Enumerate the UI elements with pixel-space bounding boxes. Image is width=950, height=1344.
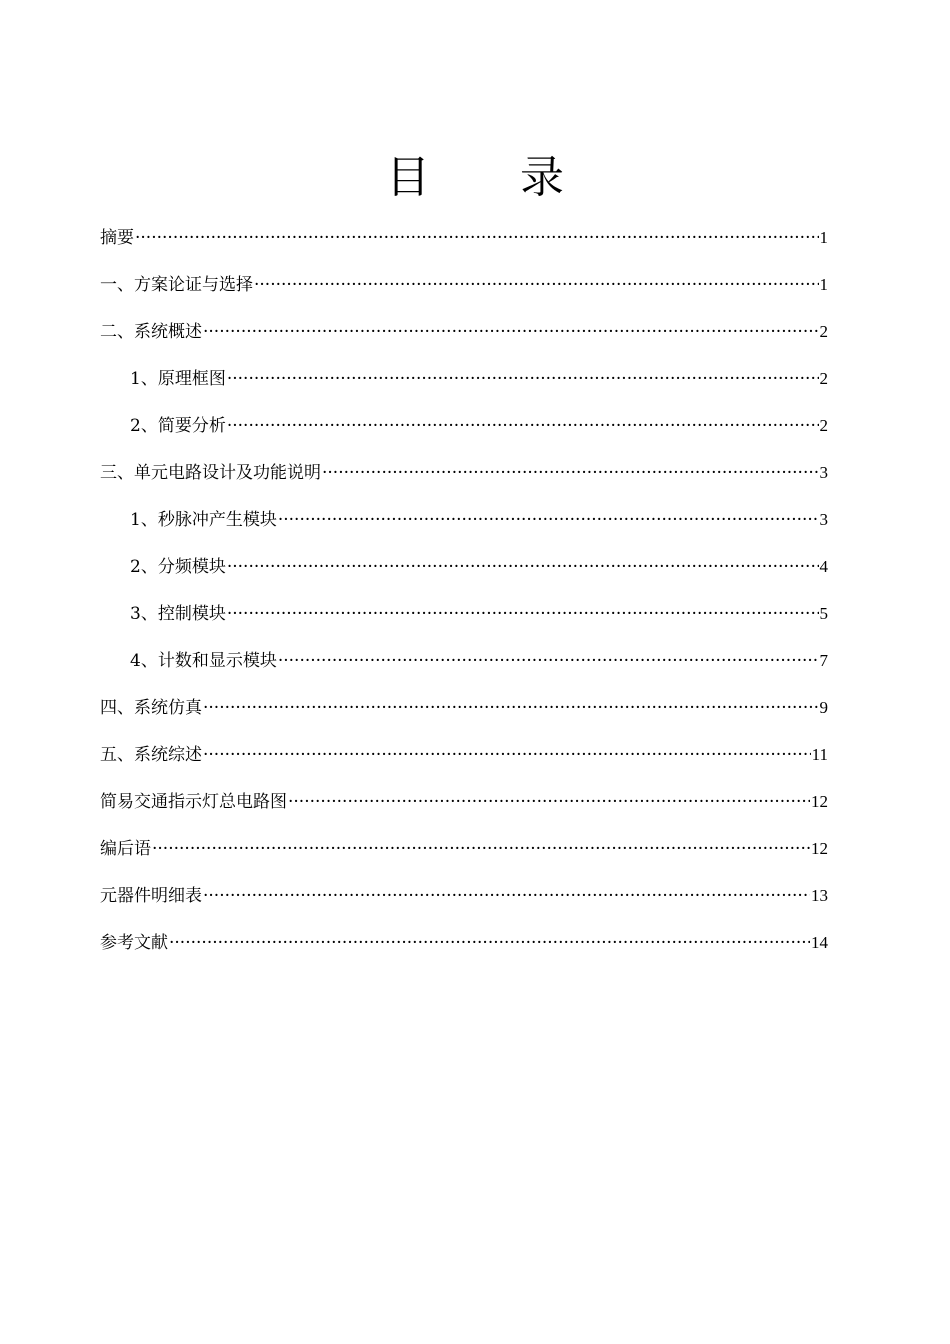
toc-page-number: 14	[811, 933, 828, 952]
toc-dot-leader	[278, 643, 819, 679]
toc-page-number: 3	[819, 463, 828, 482]
toc-entry-label: 五、系统综述	[100, 745, 202, 765]
toc-entry[interactable]	[100, 596, 828, 643]
toc-entry-label: 二、系统概述	[100, 322, 202, 342]
toc-page-number: 12	[811, 839, 828, 858]
toc-entry-label: 2、分频模块	[130, 557, 226, 577]
toc-dot-leader	[203, 314, 819, 350]
toc-entry[interactable]	[100, 784, 828, 831]
toc-entry-label: 2、简要分析	[130, 416, 226, 436]
toc-page-number: 13	[811, 886, 828, 905]
toc-entry-label: 元器件明细表	[100, 886, 202, 906]
toc-entry[interactable]	[100, 878, 828, 925]
toc-entry-label: 编后语	[100, 839, 151, 859]
toc-page-number: 1	[819, 228, 828, 247]
toc-entry-label: 一、方案论证与选择	[100, 275, 253, 295]
toc-entry[interactable]	[100, 220, 828, 267]
toc-entry-label: 3、控制模块	[130, 604, 226, 624]
toc-entry[interactable]	[100, 361, 828, 408]
toc-entry[interactable]	[100, 831, 828, 878]
toc-entry[interactable]	[100, 408, 828, 455]
toc-dot-leader	[227, 596, 819, 632]
toc-page-number: 11	[811, 745, 828, 764]
toc-entry[interactable]	[100, 690, 828, 737]
toc-dot-leader	[169, 925, 810, 961]
toc-entry-label: 4、计数和显示模块	[130, 651, 277, 671]
page-title: 目 录	[386, 152, 602, 203]
toc-entry-label: 1、秒脉冲产生模块	[130, 510, 277, 530]
toc-dot-leader	[254, 267, 819, 303]
toc-entry[interactable]	[100, 643, 828, 690]
table-of-contents	[100, 220, 828, 972]
toc-entry[interactable]	[100, 737, 828, 784]
toc-dot-leader	[322, 455, 819, 491]
toc-entry[interactable]	[100, 502, 828, 549]
toc-entry[interactable]	[100, 925, 828, 972]
toc-dot-leader	[152, 831, 810, 867]
toc-page-number: 7	[819, 651, 828, 670]
toc-dot-leader	[227, 549, 819, 585]
toc-dot-leader	[227, 408, 819, 444]
toc-page-number: 4	[819, 557, 828, 576]
toc-entry-label: 四、系统仿真	[100, 698, 202, 718]
toc-entry-label: 三、单元电路设计及功能说明	[100, 463, 321, 483]
toc-entry-label: 1、原理框图	[130, 369, 226, 389]
toc-page-number: 3	[819, 510, 828, 529]
toc-dot-leader	[278, 502, 819, 538]
toc-dot-leader	[135, 220, 819, 256]
toc-page-number: 2	[819, 416, 828, 435]
toc-page-number: 5	[819, 604, 828, 623]
toc-entry[interactable]	[100, 314, 828, 361]
toc-entry-label: 参考文献	[100, 933, 168, 953]
toc-entry[interactable]	[100, 455, 828, 502]
toc-entry[interactable]	[100, 267, 828, 314]
toc-page-number: 12	[811, 792, 828, 811]
toc-page-number: 2	[819, 369, 828, 388]
toc-page-number: 9	[819, 698, 828, 717]
toc-dot-leader	[203, 737, 811, 773]
toc-entry[interactable]	[100, 549, 828, 596]
toc-entry-label: 摘要	[100, 228, 134, 248]
toc-dot-leader	[227, 361, 819, 397]
toc-entry-label: 简易交通指示灯总电路图	[100, 792, 287, 812]
toc-page-number: 2	[819, 322, 828, 341]
toc-dot-leader	[288, 784, 810, 820]
toc-dot-leader	[203, 878, 810, 914]
toc-page-number: 1	[819, 275, 828, 294]
toc-dot-leader	[203, 690, 819, 726]
